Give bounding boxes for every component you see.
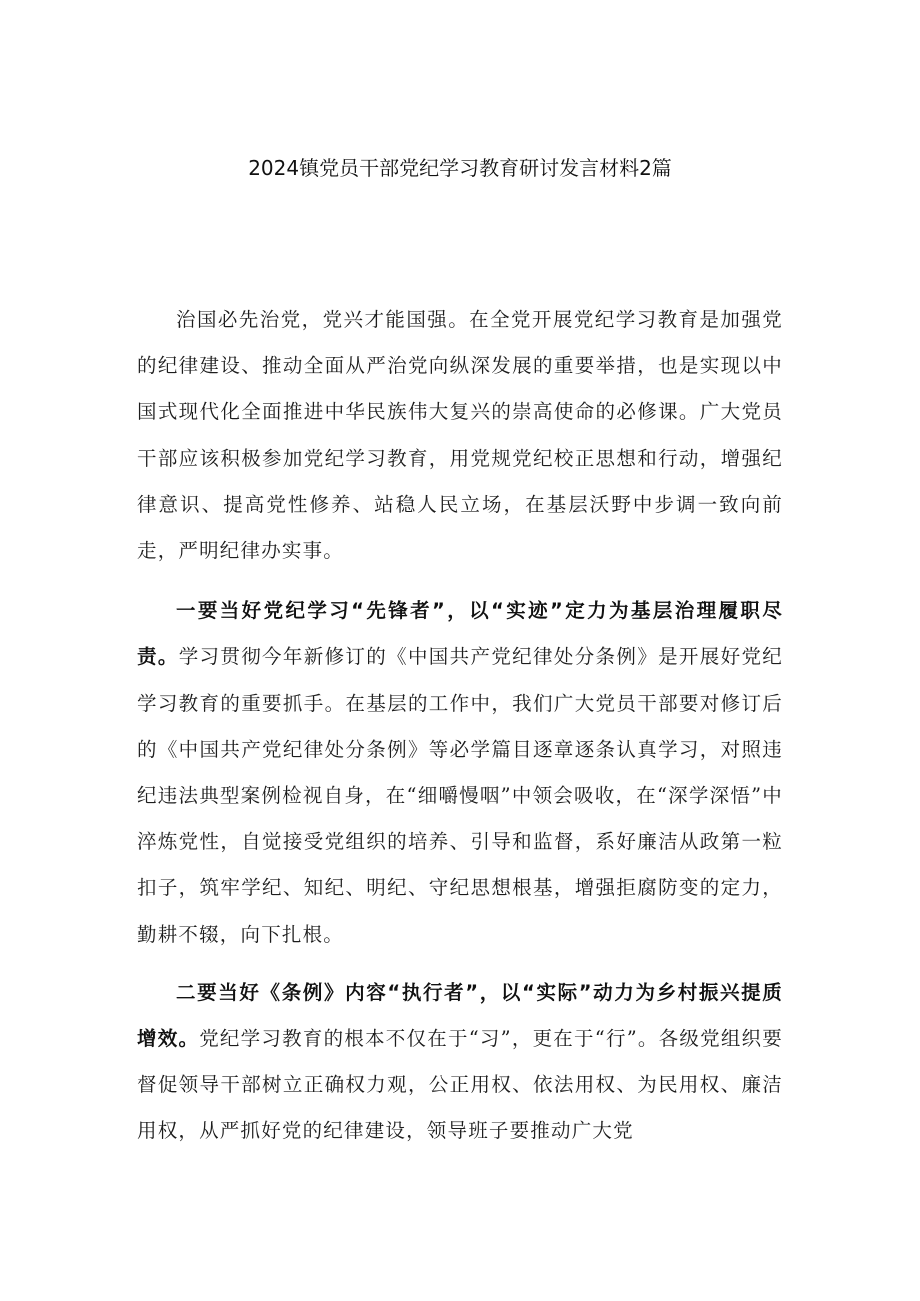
paragraph-point-two <box>137 970 783 1155</box>
paragraph-lead: 二要当好《条例》内容“执行者”，以“实际”动力为乡村振兴提质增效。 <box>137 980 783 1051</box>
document-body <box>137 297 783 1155</box>
paragraph-text: 党纪学习教育的根本不仅在于“习”，更在于“行”。各级党组织要督促领导干部树立正确权力观，公正用权、依法用权、为民用权、廉洁用权，从严抓好党的纪律建设，领导班子要推动广大党 <box>137 1027 783 1143</box>
document-title: 2024镇党员干部党纪学习教育研讨发言材料2篇 <box>248 156 672 180</box>
paragraph-intro <box>137 297 783 574</box>
paragraph-text: 学习贯彻今年新修订的《中国共产党纪律处分条例》是开展好党纪学习教育的重要抓手。在基层的工作中，我们广大党员干部要对修订后的《中国共产党纪律处分条例》等必学篇目逐章逐条认真学习，对照违纪违法典型案例检视自身，在“细嚼慢咽”中领会吸收，在“深学深悟”中淬炼党性，自觉接受党组织的培养、引导和监督，系好廉洁从政第一粒扣子，筑牢学纪、知纪、明纪、守纪思想根基，增强拒腐防变的定力，勤耕不辍，向下扎根。 <box>137 645 783 946</box>
paragraph-point-one <box>137 588 783 958</box>
paragraph-text: 治国必先治党，党兴才能国强。在全党开展党纪学习教育是加强党的纪律建设、推动全面从严治党向纵深发展的重要举措，也是实现以中国式现代化全面推进中华民族伟大复兴的崇高使命的必修课。广大党员干部应该积极参加党纪学习教育，用党规党纪校正思想和行动，增强纪律意识、提高党性修养、站稳人民立场，在基层沃野中步调一致向前走，严明纪律办实事。 <box>137 308 783 563</box>
paragraph-lead: 一要当好党纪学习“先锋者”，以“实迹”定力为基层治理履职尽责。 <box>137 599 783 669</box>
